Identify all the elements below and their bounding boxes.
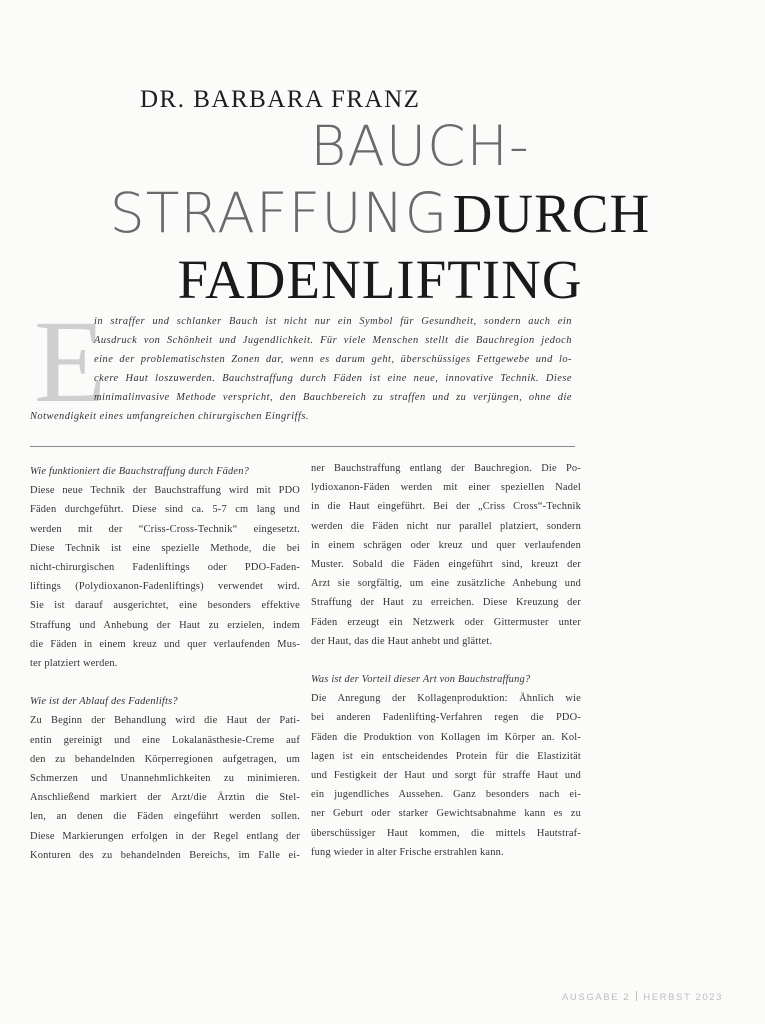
body-line: Muster. Sobald die Fäden eingeführt sind, kreuzt der (311, 559, 581, 571)
body-line: Fäden die Produktion von Kollagen im Körper an. Kol- (311, 731, 581, 743)
title-line2-light: STRAFFUNG (109, 181, 449, 245)
intro-line: eine der problematischsten Zonen dar, wenn es darum geht, überschüssiges Fettgewebe und lo- (94, 354, 572, 365)
issue-label: AUSGABE 2 (561, 992, 631, 1003)
body-line: liftings (Polydioxanon-Fadenliftings) verwendet wird. (30, 581, 300, 593)
body-line: die Fäden in einem kreuz und quer verlaufenden Mus- (30, 638, 300, 650)
body-line: Schmerzen und Unannehmlichkeiten zu minimieren. (30, 773, 300, 785)
body-line: und Festigkeit der Haut und sorgt für straffe Haut und (311, 770, 581, 782)
body-line: lagen ist ein entscheidendes Protein für die Elastizität (311, 750, 581, 762)
section-heading-how-it-works: Wie funktioniert die Bauchstraffung durch Fäden? (30, 466, 250, 477)
intro-line: ckere Haut loszuwerden. Bauchstraffung durch Fäden ist eine neue, innovative Technik. Diese (94, 373, 572, 384)
footer-separator (636, 991, 637, 1001)
title-line3-bold: FADENLIFTING (177, 249, 583, 310)
intro-line: in straffer und schlanker Bauch ist nicht nur ein Symbol für Gesundheit, sondern auch ein (94, 316, 572, 327)
body-line: Diese neue Technik der Bauchstraffung wird mit PDO (30, 485, 300, 497)
body-line: Fäden durchgeführt. Diese sind ca. 5-7 cm lang und (30, 504, 300, 516)
section-heading-advantage: Was ist der Vorteil dieser Art von Bauchstraffung? (311, 674, 531, 686)
body-line: Diese Technik ist eine spezielle Methode, die bei (30, 542, 300, 554)
body-line: Konturen des zu behandelnden Bereichs, im Falle ei- (30, 849, 300, 861)
body-line: entin gereinigt und eine Lokalanästhesie-Creme auf (30, 734, 300, 746)
author-name: DR. BARBARA FRANZ (140, 86, 421, 113)
body-line: Diese Markierungen erfolgen in der Regel entlang der (30, 830, 300, 842)
intro-paragraph (30, 296, 575, 442)
body-line: Fäden erzeugt ein Netzwerk oder Gittermuster unter (311, 616, 581, 628)
body-line: in die Haut eingeführt. Bei der „Criss Cross“-Technik (311, 501, 581, 513)
body-line: werden die Fäden nicht nur parallel platziert, sondern (311, 520, 581, 532)
body-line: Die Anregung der Kollagenproduktion: Ähnlich wie (311, 693, 581, 705)
body-line: bei anderen Fadenlifting-Verfahren regen die PDO- (311, 712, 581, 724)
body-line: den zu behandelnden Körperregionen aufgetragen, um (30, 753, 300, 765)
body-line: nicht-chirurgischen Fadenliftings oder PDO-Faden- (30, 562, 300, 574)
season-label: HERBST 2023 (643, 992, 723, 1003)
left-column (30, 462, 300, 865)
right-column (311, 459, 581, 862)
body-line: ner Bauchstraffung entlang der Bauchregion. Die Po- (311, 463, 581, 474)
section-heading-procedure: Wie ist der Ablauf des Fadenlifts? (30, 696, 178, 708)
body-line: Straffung und Anhebung der Haut zu erzielen, indem (30, 619, 300, 631)
intro-text (30, 312, 572, 426)
intro-line: minimalinvasive Methode verspricht, den Bauchbereich zu straffen und zu verjüngen, ohne die (94, 392, 572, 403)
body-line: Anschließend markiert der Arzt/die Ärztin die Stel- (30, 792, 300, 804)
body-line: in einem schrägen oder kreuz und quer verlaufenden (311, 539, 581, 551)
body-line: Sie ist darauf ausgerichtet, eine besonders effektive (30, 600, 300, 612)
body-line: der Haut, das die Haut anhebt und glättet. (311, 635, 493, 647)
body-line: ner Geburt oder starker Gewichtsabnahme kann es zu (311, 808, 581, 820)
body-line: lydioxanon-Fäden werden mit einer speziellen Nadel (311, 482, 581, 494)
body-line: überschüssiger Haut kommen, die mittels Hautstraf- (311, 827, 581, 839)
body-line: werden mit der “Criss-Cross-Technik“ eingesetzt. (30, 523, 300, 535)
intro-line: Notwendigkeit eines umfangreichen chirurgischen Eingriffs. (30, 411, 310, 422)
body-line: Straffung der Haut zu erreichen. Diese Kreuzung der (311, 597, 581, 609)
title-line2-bold: DURCH (452, 183, 651, 244)
body-line: Arzt sie sorgfältig, um eine zusätzliche Anhebung und (311, 578, 581, 590)
divider-rule (30, 446, 575, 447)
intro-line: Ausdruck von Schönheit und Jugendlichkeit. Für viele Menschen stellt die Bauchregion jedoch (94, 335, 572, 346)
body-line: Zu Beginn der Behandlung wird die Haut der Pati- (30, 715, 300, 727)
body-line: ein jugendliches Aussehen. Ganz besonders nach ei- (311, 789, 581, 801)
title-line1-light: BAUCH- (310, 114, 530, 178)
page-footer (562, 991, 723, 1003)
body-line: ter platziert werden. (30, 658, 118, 670)
article-title (30, 114, 730, 320)
drop-cap: E (34, 296, 107, 427)
body-line: len, an denen die Fäden eingeführt werden sollen. (30, 811, 300, 823)
body-line: fung wieder in alter Frische erstrahlen kann. (311, 846, 504, 858)
